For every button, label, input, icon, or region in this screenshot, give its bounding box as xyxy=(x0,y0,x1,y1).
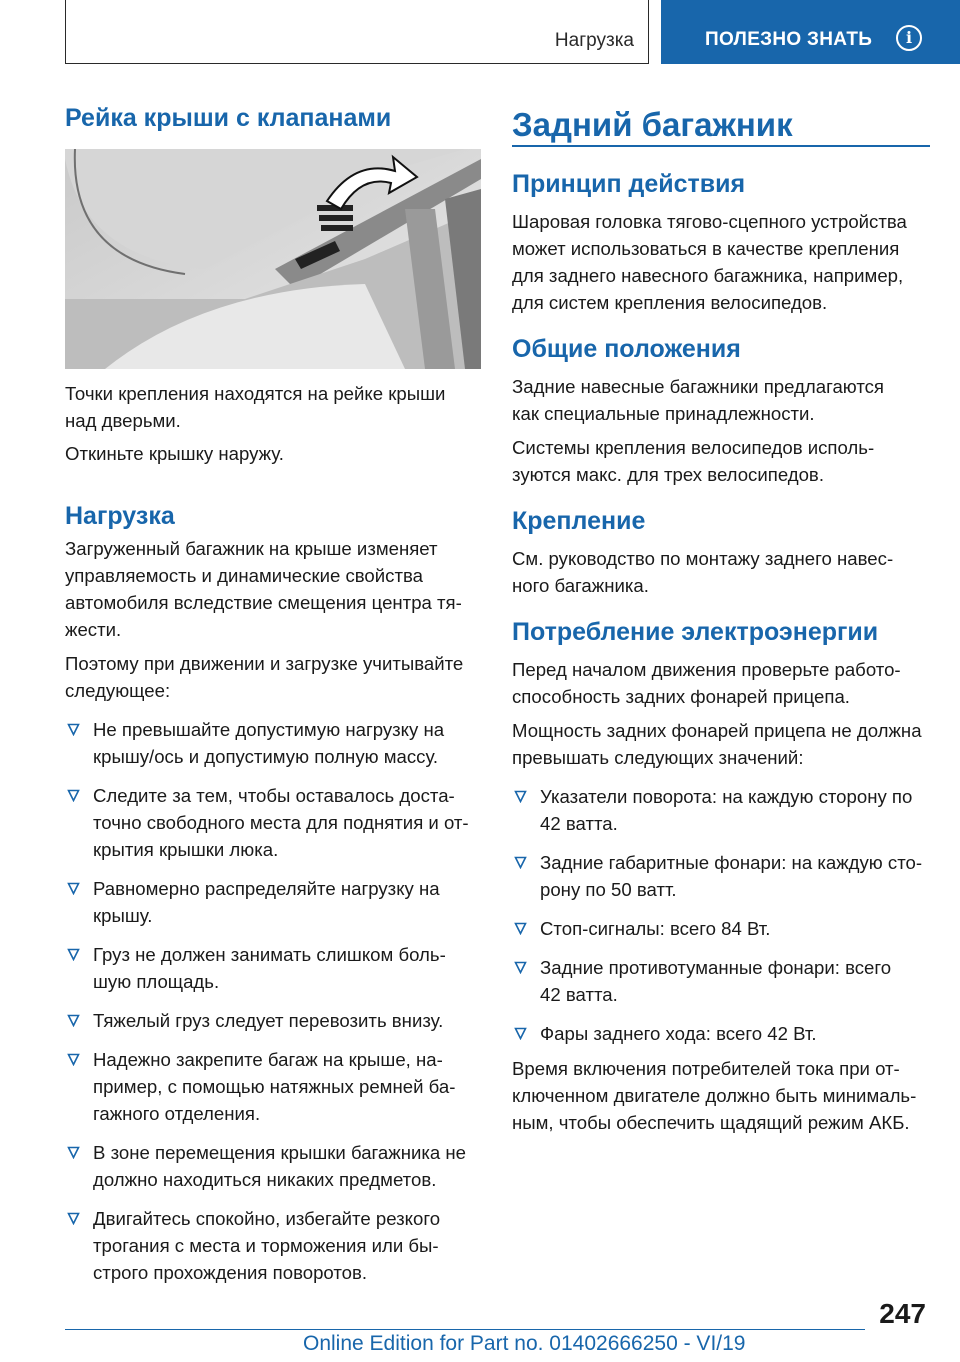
list-item: Следите за тем, чтобы оставалось доста- xyxy=(93,785,455,806)
list-item: Надежно закрепите багаж на крыше, на- xyxy=(93,1049,443,1070)
header-tab-label: ПОЛЕЗНО ЗНАТЬ xyxy=(705,29,873,50)
general-title: Общие положения xyxy=(512,335,741,363)
list-item: Стоп-сигналы: всего 84 Вт. xyxy=(540,918,771,939)
title-rule xyxy=(512,145,930,147)
hence-text: Поэтому при движении и загрузке учитывайте xyxy=(65,653,464,674)
rear-carrier-title: Задний багажник xyxy=(512,106,793,143)
list-item: 42 ватта. xyxy=(540,813,618,834)
closing-text: ключенном двигателе должно быть минималь- xyxy=(512,1085,917,1106)
bullet-triangle-icon xyxy=(67,1212,80,1225)
bullet-triangle-icon xyxy=(67,789,80,802)
list-item: Тяжелый груз следует перевозить внизу. xyxy=(93,1010,444,1031)
bullet-triangle-icon xyxy=(514,1027,527,1040)
list-item: Задние габаритные фонари: на каждую сто- xyxy=(540,852,923,873)
roof-rail-title: Рейка крыши с клапанами xyxy=(65,104,392,132)
list-item: строго прохождения поворотов. xyxy=(93,1262,368,1283)
bullet-triangle-icon xyxy=(67,882,80,895)
mount-text: См. руководство по монтажу заднего навес- xyxy=(512,548,894,569)
bullet-triangle-icon xyxy=(514,922,527,935)
mount-title: Крепление xyxy=(512,507,646,535)
list-item: пример, с помощью натяжных ремней ба- xyxy=(93,1076,456,1097)
bullet-triangle-icon xyxy=(514,856,527,869)
general-text: Задние навесные багажники предлагаются xyxy=(512,376,885,397)
list-item: Указатели поворота: на каждую сторону по xyxy=(540,786,913,807)
power-limit-text: Мощность задних фонарей прицепа не должна xyxy=(512,720,922,741)
principle-text: для систем крепления велосипедов. xyxy=(512,292,828,313)
list-item: крытия крышки люка. xyxy=(93,839,279,860)
power-limit-text: превышать следующих значений: xyxy=(512,747,804,768)
power-text: Перед началом движения проверьте работо- xyxy=(512,659,901,680)
list-item: Равномерно распределяйте нагрузку на xyxy=(93,878,440,899)
bullet-triangle-icon xyxy=(67,1146,80,1159)
mount-text: ного багажника. xyxy=(512,575,649,596)
bullet-triangle-icon xyxy=(67,723,80,736)
power-title: Потребление электроэнергии xyxy=(512,618,879,646)
list-item: Задние противотуманные фонари: всего xyxy=(540,957,892,978)
list-item: трогания с места и торможения или бы- xyxy=(93,1235,439,1256)
roof-rail-photo xyxy=(65,149,481,369)
header-section-title: Нагрузка xyxy=(554,30,634,51)
load-text: Загруженный багажник на крыше изменяет xyxy=(65,538,438,559)
roof-rail-illustration xyxy=(65,149,481,369)
bullet-triangle-icon xyxy=(514,790,527,803)
load-title: Нагрузка xyxy=(65,502,175,530)
edition-text: Online Edition for Part no. 01402666250 - VI/19 xyxy=(303,1332,746,1355)
bullet-triangle-icon xyxy=(514,961,527,974)
list-item: крышу/ось и допустимую полную массу. xyxy=(93,746,439,767)
systems-text: зуются макс. для трех велосипедов. xyxy=(512,464,824,485)
footer-rule xyxy=(65,1329,865,1330)
page-number: 247 xyxy=(879,1298,926,1329)
attach-points-line-1: Точки крепления находятся на рейке крыши xyxy=(65,383,446,404)
principle-text: для заднего навесного багажника, например, xyxy=(512,265,904,286)
load-text: управляемость и динамические свойства xyxy=(65,565,423,586)
attach-points-line-2: над дверьми. xyxy=(65,410,181,431)
info-icon: i xyxy=(896,25,922,51)
list-item: Груз не должен занимать слишком боль- xyxy=(93,944,446,965)
closing-text: ным, чтобы обеспечить щадящий режим АКБ. xyxy=(512,1112,910,1133)
list-item: Двигайтесь спокойно, избегайте резкого xyxy=(93,1208,441,1229)
general-text: как специальные принадлежности. xyxy=(512,403,815,424)
list-item: крышу. xyxy=(93,905,153,926)
header-section-box xyxy=(65,0,649,64)
list-item: шую площадь. xyxy=(93,971,220,992)
bullet-triangle-icon xyxy=(67,1053,80,1066)
list-item: В зоне перемещения крышки багажника не xyxy=(93,1142,467,1163)
header-tab-useful-info[interactable] xyxy=(661,0,960,64)
list-item: точно свободного места для поднятия и от- xyxy=(93,812,469,833)
list-item: должно находиться никаких предметов. xyxy=(93,1169,437,1190)
load-text: автомобиля вследствие смещения центра тя- xyxy=(65,592,462,613)
list-item: гажного отделения. xyxy=(93,1103,261,1124)
principle-title: Принцип действия xyxy=(512,170,746,198)
fold-cover-text: Откиньте крышку наружу. xyxy=(65,443,284,464)
bullet-triangle-icon xyxy=(67,1014,80,1027)
load-text: жести. xyxy=(65,619,122,640)
closing-text: Время включения потребителей тока при от- xyxy=(512,1058,900,1079)
principle-text: Шаровая головка тягово-сцепного устройства xyxy=(512,211,907,232)
systems-text: Системы крепления велосипедов исполь- xyxy=(512,437,875,458)
hence-text: следующее: xyxy=(65,680,171,701)
bullet-triangle-icon xyxy=(67,948,80,961)
list-item: 42 ватта. xyxy=(540,984,618,1005)
list-item: рону по 50 ватт. xyxy=(540,879,677,900)
principle-text: может использоваться в качестве крепления xyxy=(512,238,900,259)
list-item: Фары заднего хода: всего 42 Вт. xyxy=(540,1023,817,1044)
list-item: Не превышайте допустимую нагрузку на xyxy=(93,719,445,740)
power-text: способность задних фонарей прицепа. xyxy=(512,686,850,707)
